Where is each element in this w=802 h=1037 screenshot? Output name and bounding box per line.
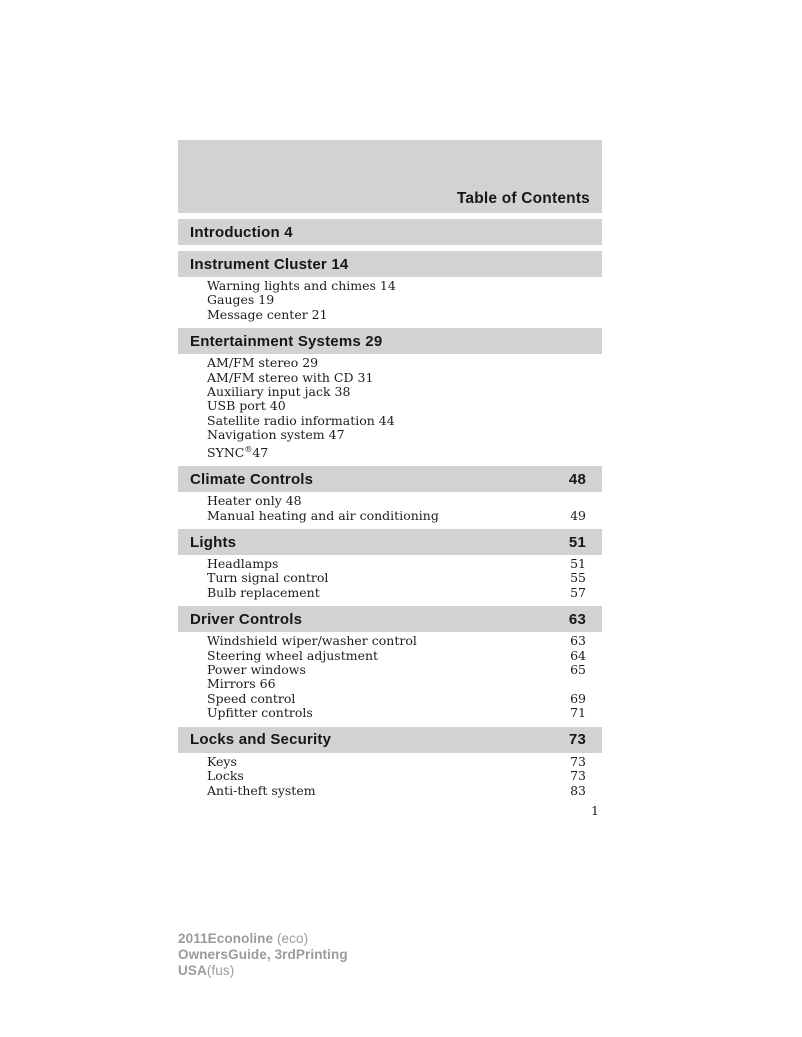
toc-item-label: Warning lights and chimes 14 [207, 278, 396, 293]
section-page-number: 51 [568, 533, 586, 551]
toc-item-label: SYNC®47 [207, 444, 269, 460]
section-title: Lights [190, 533, 237, 551]
toc-item-label: Manual heating and air conditioning [207, 507, 439, 523]
section-items [178, 557, 602, 600]
section-title: Instrument Cluster 14 [190, 255, 349, 273]
toc-item [207, 663, 586, 677]
toc-item [207, 692, 586, 706]
section-items [178, 494, 602, 523]
imprint-line [178, 963, 348, 979]
section-items [178, 356, 602, 460]
toc-item-label: Gauges 19 [207, 292, 275, 308]
imprint-bold-text: OwnersGuide, 3rdPrinting [178, 946, 348, 962]
toc-item-page: 51 [570, 556, 586, 572]
toc-item [207, 385, 586, 399]
imprint-bold-text: USA [178, 962, 207, 978]
toc-header-band [178, 140, 602, 213]
toc-item [207, 769, 586, 783]
toc-item [207, 677, 586, 691]
toc-item-page: 55 [570, 570, 586, 586]
section-header [178, 606, 602, 632]
imprint-line [178, 947, 348, 963]
toc-item-label: Keys [207, 753, 237, 769]
toc-item [207, 649, 586, 663]
toc-item-label: AM/FM stereo with CD 31 [207, 369, 374, 385]
toc-item [207, 308, 586, 322]
toc-item-label: Turn signal control [207, 570, 329, 586]
toc-item-label: Speed control [207, 690, 296, 706]
section-header [178, 727, 602, 753]
toc-item-page: 57 [570, 584, 586, 600]
section-items [178, 279, 602, 322]
toc-item [207, 279, 586, 293]
page-title: Table of Contents [456, 190, 590, 207]
toc-item [207, 571, 586, 585]
imprint-bold-text: 2011Econoline [178, 931, 274, 946]
section-header [178, 328, 602, 354]
toc-item-label: Bulb replacement [207, 584, 320, 600]
toc-item-page: 64 [570, 647, 586, 663]
toc-item-page: 83 [570, 782, 586, 798]
toc-item-label: AM/FM stereo 29 [207, 355, 319, 371]
section-title: Introduction 4 [190, 223, 293, 241]
toc-item [207, 755, 586, 769]
toc-item [207, 293, 586, 307]
section-title: Entertainment Systems 29 [190, 332, 383, 350]
toc-item-label: Headlamps [207, 556, 279, 572]
toc-item [207, 399, 586, 413]
section-header [178, 251, 602, 277]
toc-item-label: Satellite radio information 44 [207, 412, 395, 428]
toc-item-label: Locks [207, 768, 244, 784]
toc-item [207, 443, 586, 461]
toc-item-label: Navigation system 47 [207, 427, 345, 443]
toc-item-page: 63 [570, 633, 586, 649]
folio-page-number: 1 [591, 802, 599, 818]
toc-item [207, 356, 586, 370]
toc-item [207, 586, 586, 600]
section-title: Driver Controls [190, 610, 303, 628]
toc-item-label: Windshield wiper/washer control [207, 633, 417, 649]
toc-item-label: Heater only 48 [207, 493, 302, 509]
toc-item-label: Power windows [207, 662, 306, 678]
toc-item-label: USB port 40 [207, 398, 286, 414]
section-items [178, 755, 602, 798]
toc-item-page: 71 [570, 705, 586, 721]
toc-sections [178, 219, 602, 798]
section-title: Climate Controls [190, 470, 314, 488]
toc-item [207, 557, 586, 571]
toc-item-page: 73 [570, 753, 586, 769]
section-page-number: 63 [568, 610, 586, 628]
toc-item-page: 65 [570, 662, 586, 678]
toc-item [207, 494, 586, 508]
section-page-number: 73 [568, 731, 586, 749]
imprint-line [178, 931, 348, 947]
imprint-regular-text: (eco) [273, 931, 309, 946]
toc-item-label: Upfitter controls [207, 705, 313, 721]
section-header [178, 529, 602, 555]
section-header [178, 466, 602, 492]
section-header [178, 219, 602, 245]
toc-item-label: Anti-theft system [207, 782, 316, 798]
toc-item-page: 73 [570, 768, 586, 784]
toc-item [207, 634, 586, 648]
toc-item [207, 371, 586, 385]
toc-container [178, 140, 602, 818]
toc-item-label: Steering wheel adjustment [207, 647, 379, 663]
toc-item [207, 706, 586, 720]
imprint [178, 931, 348, 978]
toc-item-label: Auxiliary input jack 38 [207, 384, 351, 400]
section-page-number: 48 [568, 470, 586, 488]
toc-item [207, 784, 586, 798]
toc-item [207, 414, 586, 428]
section-title: Locks and Security [190, 731, 332, 749]
toc-item-label: Message center 21 [207, 306, 328, 322]
toc-item-label: Mirrors 66 [207, 676, 276, 692]
imprint-regular-text: (fus) [206, 962, 235, 978]
toc-item [207, 428, 586, 442]
toc-item-page: 49 [570, 507, 586, 523]
toc-item [207, 509, 586, 523]
section-items [178, 634, 602, 720]
toc-item-page: 69 [570, 690, 586, 706]
